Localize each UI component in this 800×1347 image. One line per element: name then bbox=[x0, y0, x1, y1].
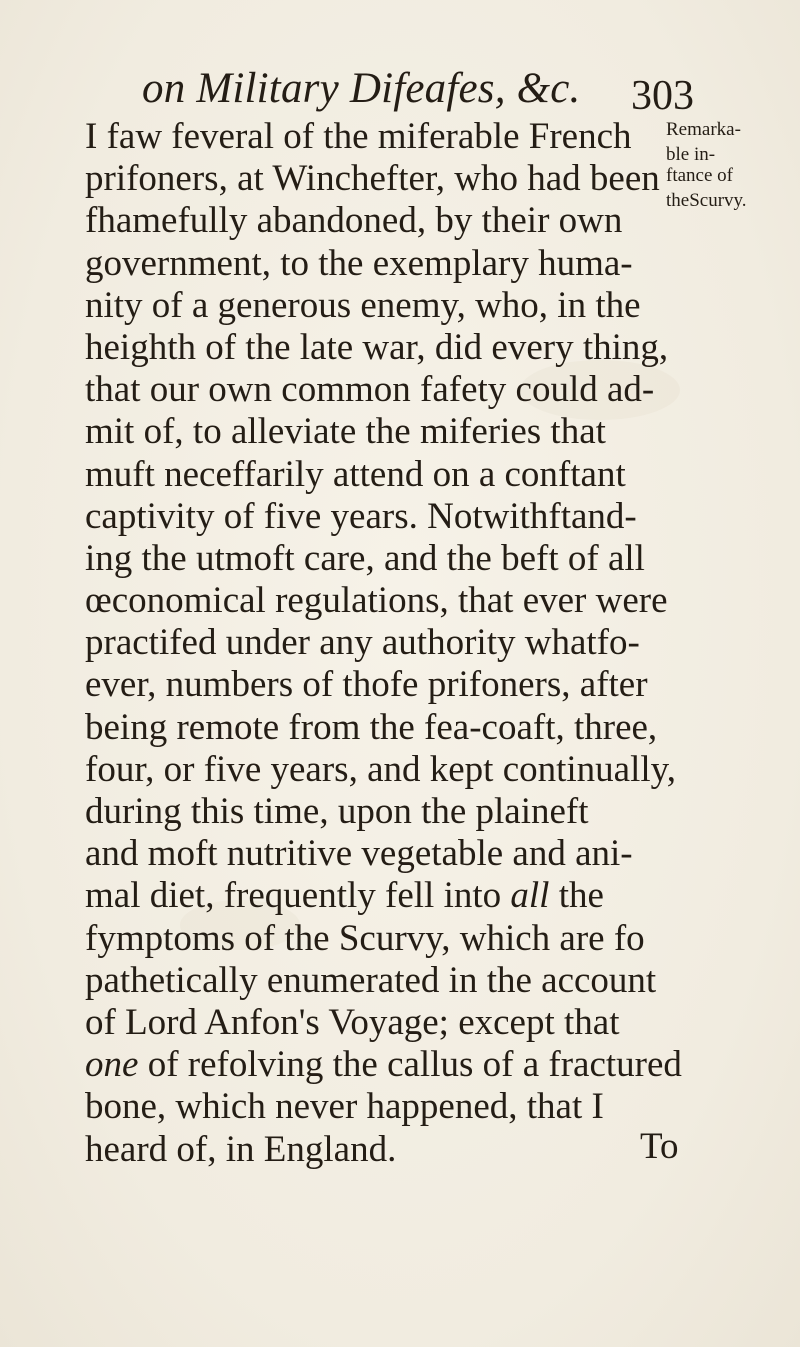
catchword: To bbox=[640, 1126, 679, 1167]
text-segment: of refolving the callus of a fractured bbox=[147, 1044, 682, 1086]
text-line: during this time, upon the plaineft bbox=[85, 791, 589, 832]
text-line: ing the utmoft care, and the beft of all bbox=[85, 537, 645, 579]
text-line: fymptoms of the Scurvy, which are fo bbox=[85, 917, 645, 959]
text-line: fhamefully abandoned, by their own bbox=[85, 200, 623, 242]
text-line: prifoners, at Winchefter, who had been bbox=[85, 158, 660, 200]
margin-note-line: ftance of bbox=[666, 165, 733, 186]
margin-note-line: theScurvy. bbox=[666, 190, 747, 211]
text-line: nity of a generous enemy, who, in the bbox=[85, 284, 641, 326]
text-line: muft neceffarily attend on a conftant bbox=[85, 453, 626, 495]
margin-note-line: ble in- bbox=[666, 144, 716, 165]
page-number: 303 bbox=[631, 73, 694, 119]
text-line-with-italic bbox=[85, 875, 665, 917]
text-line: being remote from the fea-coaft, three, bbox=[85, 706, 658, 748]
italic-word: one bbox=[85, 1044, 139, 1086]
text-line: practifed under any authority whatfo- bbox=[85, 622, 640, 664]
text-line: four, or five years, and kept continually, bbox=[85, 748, 677, 790]
body-paragraph bbox=[85, 116, 682, 1171]
text-line-with-italic bbox=[85, 1044, 682, 1086]
margin-note bbox=[666, 120, 796, 210]
text-line: bone, which never happened, that I bbox=[85, 1086, 604, 1128]
running-head: on Military Difeafes, &c. bbox=[142, 65, 581, 112]
text-line: and moft nutritive vegetable and ani- bbox=[85, 833, 633, 875]
text-line: of Lord Anfon's Voyage; except that bbox=[85, 1001, 620, 1043]
text-line: mit of, to alleviate the miferies that bbox=[85, 411, 606, 453]
text-line: ever, numbers of thofe prifoners, after bbox=[85, 664, 648, 706]
text-line: heighth of the late war, did every thing, bbox=[85, 326, 669, 368]
text-line: œconomical regulations, that ever were bbox=[85, 580, 668, 622]
text-line: I faw feveral of the miferable French bbox=[85, 116, 632, 157]
text-line: heard of, in England. bbox=[85, 1128, 397, 1170]
italic-word: all bbox=[510, 875, 550, 917]
text-line: that our own common fafety could ad- bbox=[85, 369, 655, 411]
text-line: captivity of five years. Notwithftand- bbox=[85, 495, 637, 537]
text-segment: the bbox=[558, 875, 604, 917]
text-segment: mal diet, frequently fell into bbox=[85, 875, 502, 917]
text-line: government, to the exemplary huma- bbox=[85, 242, 633, 284]
text-line: pathetically enumerated in the account bbox=[85, 959, 657, 1001]
margin-note-line: Remarka- bbox=[666, 119, 741, 140]
